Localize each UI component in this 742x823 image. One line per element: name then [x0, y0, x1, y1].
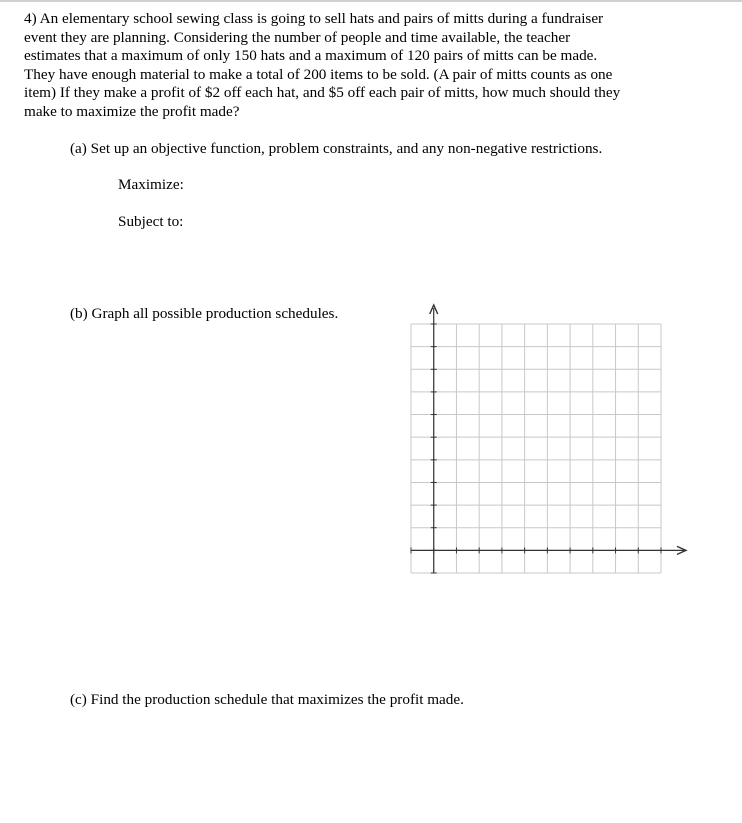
problem-statement [24, 10, 724, 122]
problem-line: estimates that a maximum of only 150 hats and a maximum of 120 pairs of mitts can be made. [24, 47, 598, 65]
problem-line: They have enough material to make a total of 200 items to be sold. (A pair of mitts counts as one [24, 65, 613, 83]
blank-graph-grid [400, 296, 700, 581]
part-c-prompt: (c) Find the production schedule that maximizes the profit made. [70, 691, 464, 708]
top-rule [0, 0, 742, 2]
grid-lines [411, 324, 661, 573]
problem-line: event they are planning. Considering the number of people and time available, the teacher [24, 28, 571, 46]
problem-line: make to maximize the profit made? [24, 102, 240, 120]
part-b-prompt: (b) Graph all possible production schedules. [70, 305, 339, 322]
problem-line: item) If they make a profit of $2 off each hat, and $5 off each pair of mitts, how much should they [24, 84, 621, 102]
part-a-prompt: (a) Set up an objective function, problem constraints, and any non-negative restrictions. [70, 140, 603, 157]
subject-to-label: Subject to: [118, 213, 184, 230]
problem-line: 4) An elementary school sewing class is going to sell hats and pairs of mitts during a fundraiser [24, 10, 604, 27]
maximize-label: Maximize: [118, 176, 184, 193]
axes [411, 305, 686, 573]
